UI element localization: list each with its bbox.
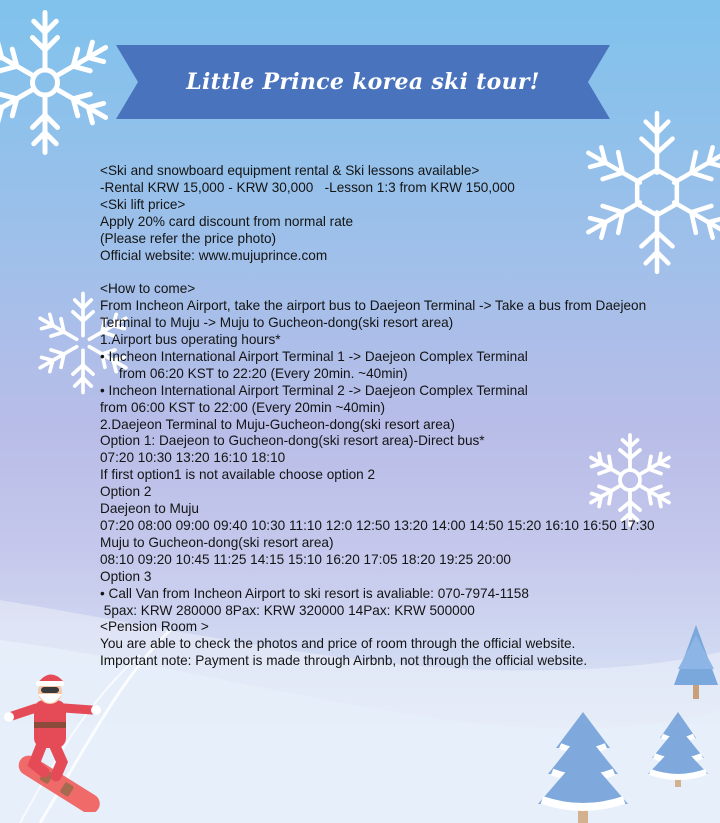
info-line: <Pension Room > — [100, 619, 209, 635]
info-line: <Ski and snowboard equipment rental & Ski lessons available> — [100, 163, 480, 178]
info-line: Option 3 — [100, 568, 152, 584]
info-line: 5pax: KRW 280000 8Pax: KRW 320000 14Pax: KRW 500000 — [100, 602, 475, 618]
info-line: 07:20 08:00 09:00 09:40 10:30 11:10 12:0 12:50 13:20 14:00 14:50 15:20 16:10 16:50 17:30 — [100, 518, 655, 534]
info-line: from 06:00 KST to 22:00 (Every 20min ~40min) — [100, 399, 385, 415]
info-line: • Incheon International Airport Terminal 2 -> Daejeon Complex Terminal — [100, 382, 528, 398]
info-line: 07:20 10:30 13:20 16:10 18:10 — [100, 450, 286, 466]
info-line: -Rental KRW 15,000 - KRW 30,000 -Lesson 1:3 from KRW 150,000 — [100, 179, 515, 195]
banner-title: Little Prince korea ski tour! — [186, 69, 540, 95]
info-line: From Incheon Airport, take the airport bus to Daejeon Terminal -> Take a bus from Daejeon Terminal to Muju -> Muju to Gucheon-dong(ski resort area) — [100, 298, 647, 331]
info-text-block — [100, 163, 700, 670]
info-line: 2.Daejeon Terminal to Muju-Gucheon-dong(ski resort area) — [100, 416, 455, 432]
pine-tree-icon — [538, 712, 628, 823]
pine-tree-icon — [648, 712, 708, 787]
info-line: Daejeon to Muju — [100, 501, 199, 517]
info-line: Option 2 — [100, 484, 152, 500]
info-line: Official website: www.mujuprince.com — [100, 247, 328, 263]
info-line: • Call Van from Incheon Airport to ski resort is avaliable: 070-7974-1158 — [100, 585, 529, 601]
info-line: 1.Airport bus operating hours* — [100, 332, 281, 348]
info-line: from 06:20 KST to 22:20 (Every 20min. ~40min) — [100, 365, 408, 381]
info-line: 08:10 09:20 10:45 11:25 14:15 15:10 16:20 17:05 18:20 19:25 20:00 — [100, 551, 511, 567]
info-line: Important note: Payment is made through Airbnb, not through the official website. — [100, 653, 588, 669]
info-line: (Please refer the price photo) — [100, 230, 277, 246]
info-line: You are able to check the photos and price of room through the official website. — [100, 636, 576, 652]
info-line: <How to come> — [100, 281, 196, 297]
info-line: If first option1 is not available choose option 2 — [100, 467, 376, 483]
info-line: • Incheon International Airport Terminal 1 -> Daejeon Complex Terminal — [100, 348, 528, 364]
info-line: <Ski lift price> — [100, 196, 186, 212]
snowboarder-santa — [0, 672, 110, 812]
info-line: Apply 20% card discount from normal rate — [100, 213, 354, 229]
info-line — [100, 264, 700, 281]
info-line: Muju to Gucheon-dong(ski resort area) — [100, 534, 334, 550]
snowflake-top-left-icon — [0, 0, 120, 165]
info-line: Option 1: Daejeon to Gucheon-dong(ski resort area)-Direct bus* — [100, 433, 485, 449]
